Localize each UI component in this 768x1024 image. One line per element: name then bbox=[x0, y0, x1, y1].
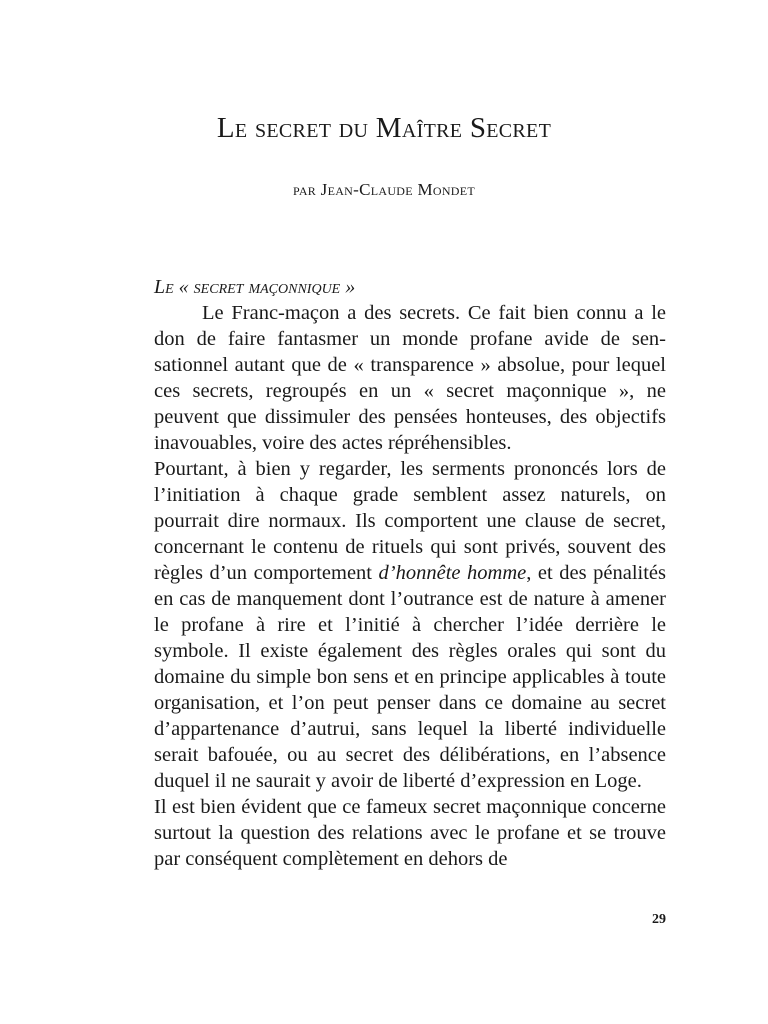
chapter-title: Le secret du Maître Secret bbox=[216, 112, 552, 144]
body-text bbox=[154, 274, 666, 872]
paragraph-2 bbox=[154, 456, 666, 794]
paragraph-1: Le Franc-maçon a des secrets. Ce fait bien connu a le don de faire fantasmer un monde profane avide de sensationnel autant que de « transparence » absolue, pour lequel ces secrets, regroupés en un « secret maçonnique », ne peuvent que dissimuler des pensées honteuses, des objectifs inavouables, voire des actes répréhensibles. bbox=[154, 302, 666, 454]
section-heading: Le « secret maçonnique » bbox=[154, 276, 356, 298]
page-number: 29 bbox=[652, 912, 666, 927]
paragraph-2-text-before: Pourtant, à bien y regarder, les serments prononcés lors de l’initiation à chaque grade semblent assez naturels, on pourrait dire normaux. Ils comportent une clause de secret, concernant le contenu de rituels qui sont privés, souvent des règles d’un comportement bbox=[154, 458, 666, 584]
paragraph-3: Il est bien évident que ce fameux secret maçonnique concerne surtout la question des relations avec le profane et se trouve par conséquent complètement en dehors de bbox=[154, 796, 666, 870]
paragraph-2-text-after: , et des pénalités en cas de manquement dont l’outrance est de nature à amener le profane à rire et l’initié à chercher l’idée derrière le symbole. Il existe également des règles orales qui sont du domaine du simple bon sens et en principe applicables à toute organisation, et l’on peut penser dans ce domaine au secret d’appartenance d’autrui, sans lequel la liberté individuelle serait bafouée, ou au secret des délibérations, en l’absence duquel il ne saurait y avoir de liberté d’expression en Loge. bbox=[154, 562, 666, 792]
paragraph-2-italic: d’honnête homme bbox=[378, 562, 527, 584]
author-byline: par Jean-Claude Mondet bbox=[292, 180, 476, 199]
